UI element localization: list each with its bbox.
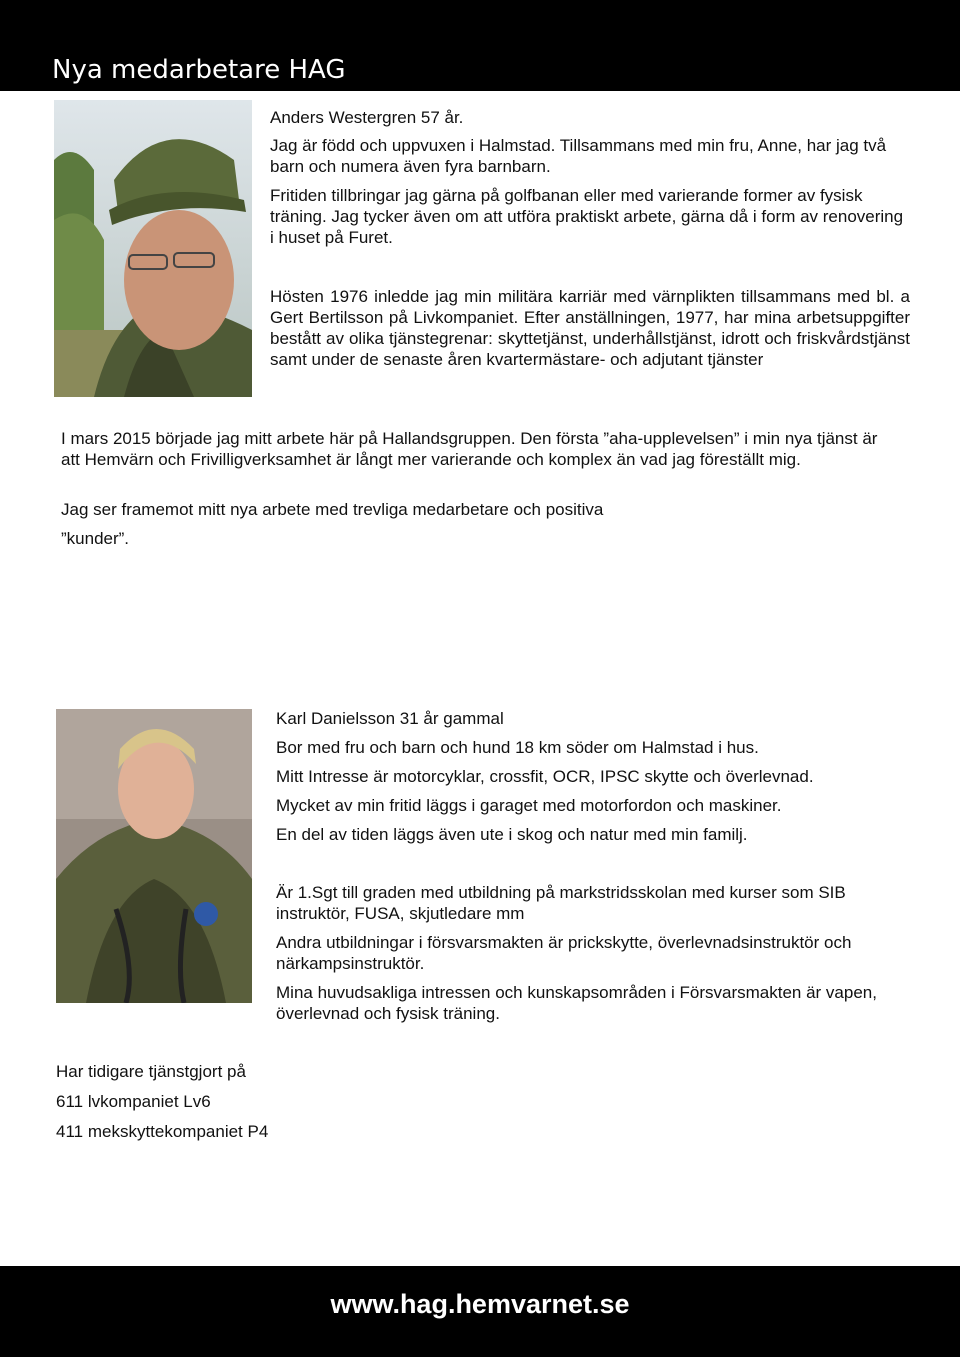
person1-paragraph-leisure: Fritiden tillbringar jag gärna på golfbanan eller med varierande former av fysisk träning. Jag tycker även om att utföra praktiskt arbete, gärna då i form av renovering i huset på Furet. [270, 186, 904, 247]
portrait-photo-icon [56, 709, 252, 1003]
portrait-photo-icon [54, 100, 252, 397]
person2-previous-service-item: 411 mekskyttekompaniet P4 [56, 1122, 269, 1141]
person1-paragraph-closing: Jag ser framemot mitt nya arbete med trevliga medarbetare och positiva [61, 500, 604, 519]
person2-paragraph-education: Andra utbildningar i försvarsmakten är prickskytte, överlevnadsinstruktör och närkampsinstruktör. [276, 933, 852, 973]
person2-previous-service-heading: Har tidigare tjänstgjort på [56, 1062, 246, 1081]
person2-line-home: Bor med fru och barn och hund 18 km söder om Halmstad i hus. [276, 738, 759, 757]
person2-line-interests: Mitt Intresse är motorcyklar, crossfit, OCR, IPSC skytte och överlevnad. [276, 767, 814, 786]
person1-name: Anders Westergren 57 år. [270, 108, 464, 127]
person2-paragraph-rank: Är 1.Sgt till graden med utbildning på markstridsskolan med kurser som SIB instruktör, FUSA, skjutledare mm [276, 883, 846, 923]
person2-name: Karl Danielsson 31 år gammal [276, 709, 504, 728]
person2-line-nature: En del av tiden läggs även ute i skog och natur med min familj. [276, 825, 748, 844]
person2-paragraph-expertise: Mina huvudsakliga intressen och kunskapsområden i Försvarsmakten är vapen, överlevnad och fysisk träning. [276, 983, 877, 1023]
person2-line-garage: Mycket av min fritid läggs i garaget med motorfordon och maskiner. [276, 796, 782, 815]
person1-paragraph-hallandsgruppen: I mars 2015 började jag mitt arbete här på Hallandsgruppen. Den första ”aha-upplevelsen” i min nya tjänst är att Hemvärn och Frivilligverksamhet är långt mer varierande och komplex än vad jag föreställt mig. [61, 429, 878, 469]
footer-bar [0, 1266, 960, 1357]
header-bar [0, 0, 960, 91]
person2-previous-service-item: 611 lvkompaniet Lv6 [56, 1092, 211, 1111]
person1-paragraph-career: Hösten 1976 inledde jag min militära karriär med värnplikten tillsammans med bl. a Gert Bertilsson på Livkompaniet. Efter anställningen, 1977, har mina arbetsuppgifter bestått av olika tjänstegrenar: skyttetjänst, underhållstjänst, idrott och friskvårdstjänst samt under de senaste åren kvartermästare- och adjutant tjänster [270, 287, 910, 369]
person1-paragraph-family: Jag är född och uppvuxen i Halmstad. Tillsammans med min fru, Anne, har jag två barn och numera även fyra barnbarn. [270, 136, 887, 176]
person1-closing-quote: ”kunder”. [61, 529, 130, 548]
website-url: www.hag.hemvarnet.se [330, 1289, 630, 1319]
page-title: Nya medarbetare HAG [52, 55, 346, 85]
